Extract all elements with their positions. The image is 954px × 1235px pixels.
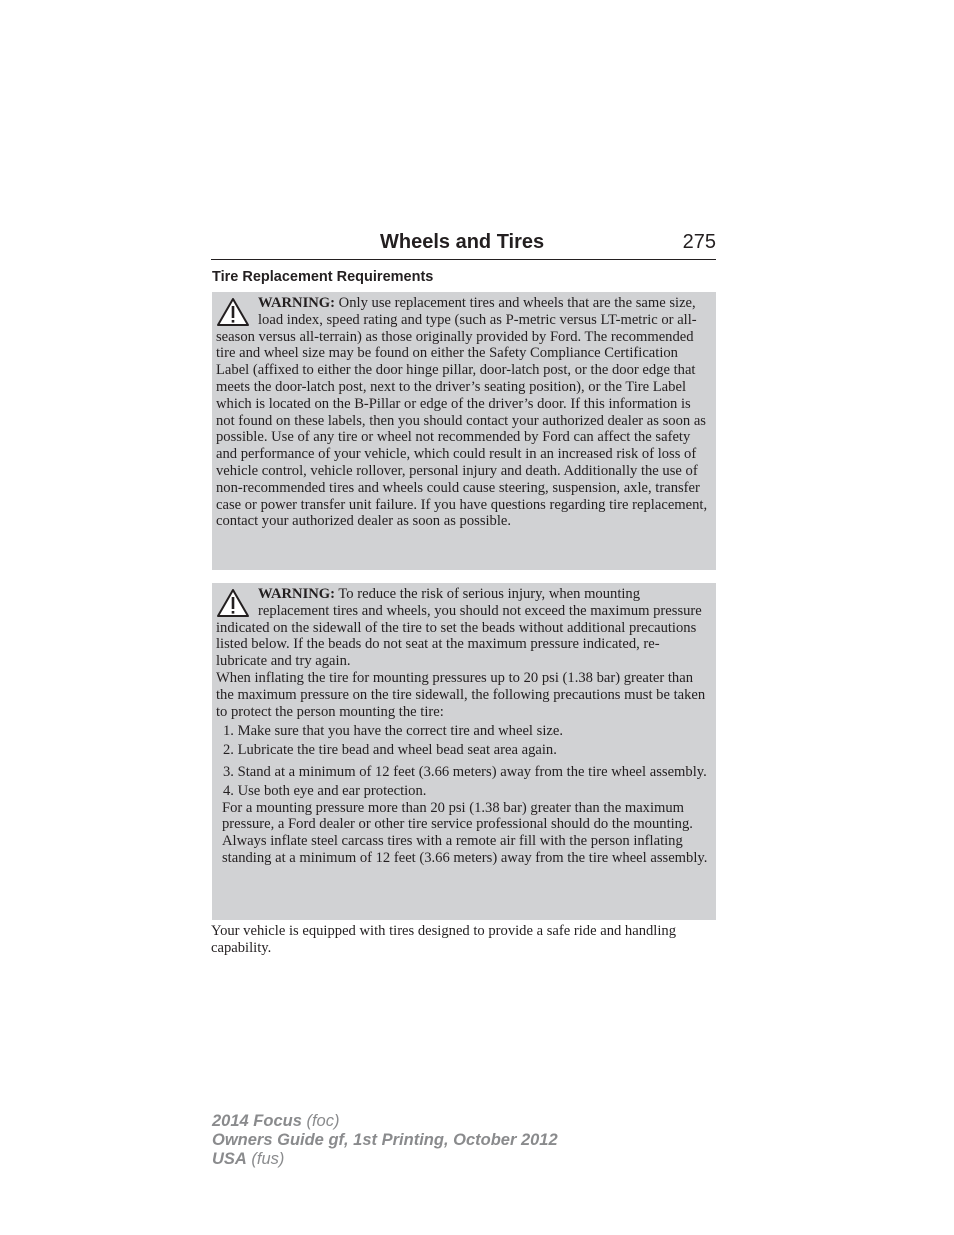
warning-2-body: To reduce the risk of serious injury, when mounting replacement tires and wheels, you should not exceed the maximum pressure indicated on the sidewall of the tire to set the beads without additional precautions listed below. If the beads do not seat at the maximum pressure indicated, re-lubricate and try again. — [216, 586, 702, 670]
footer-market-code: (fus) — [246, 1150, 285, 1168]
footer-model: 2014 Focus — [212, 1112, 302, 1130]
body-paragraph: Your vehicle is equipped with tires designed to provide a safe ride and handling capability. — [211, 923, 677, 956]
page-header — [211, 229, 716, 260]
footer-model-code: (foc) — [301, 1112, 340, 1130]
list-item: 1. Make sure that you have the correct tire and wheel size. — [223, 723, 563, 740]
subheading: Tire Replacement Requirements — [212, 269, 434, 285]
footer-line-2: Owners Guide gf, 1st Printing, October 2012 — [212, 1131, 558, 1149]
warning-label: WARNING: — [258, 586, 336, 602]
warning-1-text — [216, 295, 710, 530]
section-title: Wheels and Tires — [380, 231, 545, 253]
page-number: 275 — [682, 231, 716, 253]
warning-triangle-icon — [216, 297, 250, 327]
footer-line-1 — [212, 1112, 558, 1131]
warning-2-text — [216, 586, 710, 670]
warning-1-body: Only use replacement tires and wheels that are the same size, load index, speed rating and type (such as P-metric versus LT-metric or all-season versus all-terrain) as those originally provided by Ford. The recommended tire and wheel size may be found on either the Safety Compliance Certification Label (affixed to either the door hinge pillar, door-latch post, or the door edge that meets the door-latch post, next to the driver’s seating position), or the Tire Label which is located on the B-Pillar or edge of the driver’s door. If this information is not found on these labels, then you should contact your authorized dealer as soon as possible. Use of any tire or wheel not recommended by Ford can affect the safety and performance of your vehicle, which could result in an increased risk of loss of vehicle control, vehicle rollover, personal injury and death. Additionally the use of non-recommended tires and wheels could cause steering, suspension, axle, transfer case or power transfer unit failure. If you have questions regarding tire replacement, contact your authorized dealer as soon as possible. — [216, 295, 708, 530]
warning-2-note-2: Always inflate steel carcass tires with a remote air fill with the person inflating standing at a minimum of 12 feet (3.66 meters) away from the tire wheel assembly. — [222, 833, 708, 866]
list-item: 2. Lubricate the tire bead and wheel bead seat area again. — [223, 742, 557, 759]
warning-label: WARNING: — [258, 295, 336, 311]
list-item: 3. Stand at a minimum of 12 feet (3.66 meters) away from the tire wheel assembly. — [223, 763, 707, 780]
list-item: 4. Use both eye and ear protection. — [223, 782, 427, 799]
warning-2-intro: When inflating the tire for mounting pressures up to 20 psi (1.38 bar) greater than the maximum pressure on the tire sidewall, the following precautions must be taken to protect the person mounting the tire: — [216, 669, 706, 720]
footer-market: USA — [212, 1150, 247, 1168]
warning-box-1 — [212, 292, 716, 570]
warning-2-note-1: For a mounting pressure more than 20 psi (1.38 bar) greater than the maximum pressure, a Ford dealer or other tire service professional should do the mounting. — [222, 799, 693, 833]
warning-box-2 — [212, 583, 716, 920]
warning-triangle-icon — [216, 588, 250, 618]
footer — [212, 1112, 558, 1169]
footer-line-3 — [212, 1150, 558, 1169]
